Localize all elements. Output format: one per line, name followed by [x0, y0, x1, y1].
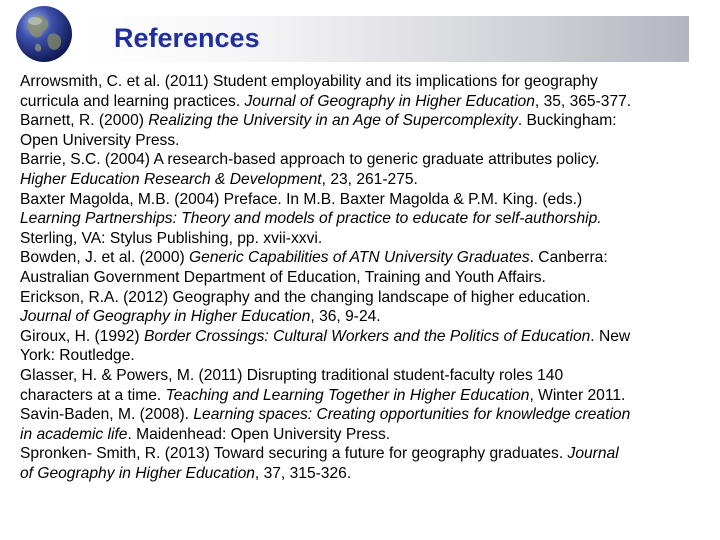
reference-item: Giroux, H. (1992) Border Crossings: Cultural Workers and the Politics of Education. New York: Routledge. [20, 327, 631, 365]
reference-item: Savin-Baden, M. (2008). Learning spaces: Creating opportunities for knowledge creation in academic life. Maidenhead: Open University Press. [20, 406, 631, 443]
page-title: References [114, 23, 260, 53]
reference-list [20, 72, 710, 483]
reference-item: Bowden, J. et al. (2000) Generic Capabilities of ATN University Graduates. Canberra: Australian Government Department of Education, Training and Youth Affairs. [20, 249, 608, 286]
slide-header [0, 0, 720, 70]
globe-icon [14, 4, 74, 64]
reference-item: Barnett, R. (2000) Realizing the University in an Age of Supercomplexity. Buckingham: Open University Press. [20, 112, 617, 149]
reference-item: Erickson, R.A. (2012) Geography and the changing landscape of higher education. Journal of Geography in Higher Education, 36, 9-24. [20, 288, 591, 326]
reference-item: Spronken- Smith, R. (2013) Toward securing a future for geography graduates. Journal of Geography in Higher Education, 37, 315-326. [20, 445, 619, 482]
reference-item: Glasser, H. & Powers, M. (2011) Disrupting traditional student-faculty roles 140 characters at a time. Teaching and Learning Together in Higher Education, Winter 2011. [20, 366, 626, 404]
reference-item: Barrie, S.C. (2004) A research-based approach to generic graduate attributes policy. Higher Education Research & Development, 23, 261-275. [20, 151, 600, 188]
reference-item: Baxter Magolda, M.B. (2004) Preface. In M.B. Baxter Magolda & P.M. King. (eds.) Learning Partnerships: Theory and models of practice to educate for self-authorship. Sterling, VA: Stylus Publishing, pp. xvii-xxvi. [20, 190, 602, 247]
reference-item: Arrowsmith, C. et al. (2011) Student employability and its implications for geography curricula and learning practices. Journal of Geography in Higher Education, 35, 365-377. [20, 73, 632, 110]
title-bar [84, 16, 689, 62]
